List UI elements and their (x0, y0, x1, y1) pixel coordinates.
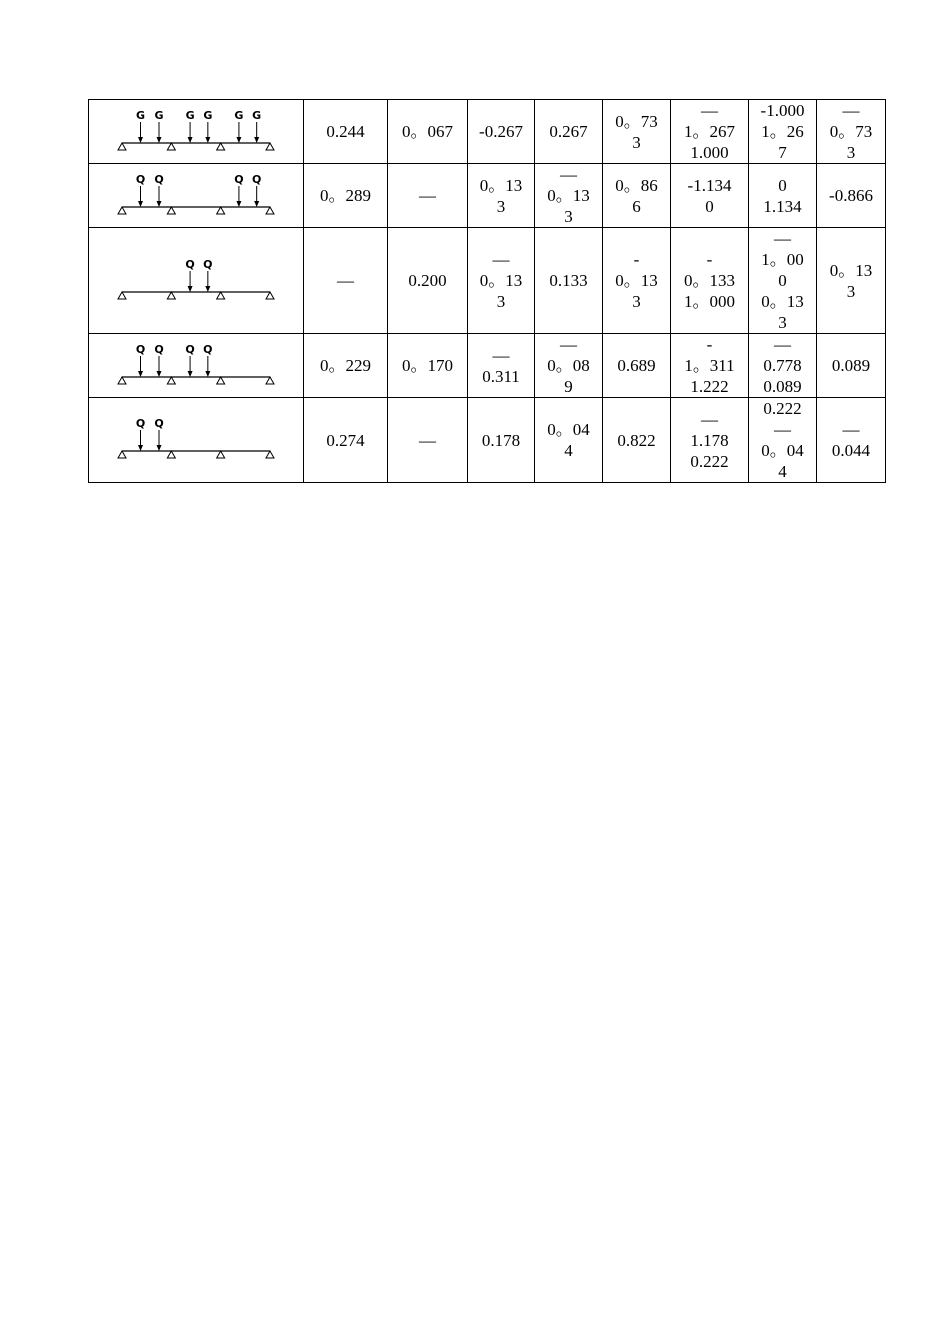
cell-line: 6 (632, 196, 641, 216)
cell-line: -1.134 (687, 175, 732, 195)
support-icon (217, 292, 225, 299)
arrow-head-icon (157, 445, 162, 451)
support-icon (118, 143, 126, 150)
load-label: Q (135, 417, 146, 430)
load-label: Q (135, 342, 146, 356)
cell-line: - (706, 335, 713, 354)
coefficient-cell (468, 398, 535, 483)
support-icon (217, 451, 225, 458)
load-label: Q (234, 172, 244, 186)
cell-line: 3 (778, 313, 787, 332)
support-icon (266, 451, 274, 458)
support-icon (217, 207, 225, 214)
coefficient-cell (817, 164, 886, 228)
coefficient-cell (671, 398, 749, 483)
cell-line: — (419, 186, 436, 205)
cell-line: 0.133 (549, 271, 588, 290)
cell-line: — (419, 430, 436, 450)
cell-line: 0.222 (763, 399, 802, 418)
arrow-head-icon (138, 371, 143, 377)
load-label: G (135, 108, 146, 122)
arrow-head-icon (236, 201, 241, 207)
cell-line: 0。170 (402, 356, 453, 375)
coefficient-cell (671, 164, 749, 228)
cell-line: 4 (778, 462, 787, 481)
coefficient-cell (749, 334, 817, 398)
cell-line: 0.274 (326, 430, 365, 450)
cell-line: 0。13 (547, 186, 590, 205)
cell-line: 1.178 (690, 430, 729, 450)
cell-line: — (560, 165, 577, 184)
cell-line: — (492, 250, 510, 269)
load-diagram-cell (89, 228, 304, 334)
load-diagram-cell (89, 164, 304, 228)
cell-line: 0。13 (615, 271, 658, 290)
load-label: Q (203, 342, 213, 356)
cell-line: -0.866 (829, 186, 873, 205)
arrow-head-icon (254, 201, 259, 207)
support-icon (167, 377, 175, 384)
cell-line: 0。13 (479, 175, 523, 195)
cell-line: 0.778 (763, 356, 802, 375)
arrow-head-icon (157, 371, 162, 377)
arrow-head-icon (205, 286, 210, 292)
coefficient-cell (304, 100, 388, 164)
cell-line: 0。13 (829, 260, 873, 280)
cell-line: 3 (632, 132, 641, 152)
cell-line: 1。267 (684, 122, 735, 141)
coefficient-cell (535, 100, 603, 164)
cell-line: 9 (564, 377, 573, 396)
coefficient-cell (671, 228, 749, 334)
cell-line: 1.134 (763, 196, 802, 216)
table-row (89, 334, 886, 398)
cell-line: 0。067 (402, 122, 453, 141)
cell-line: - (633, 250, 640, 269)
arrow-head-icon (205, 371, 210, 377)
load-label: Q (185, 342, 195, 356)
cell-line: 0。13 (761, 292, 804, 311)
cell-line: 1。26 (761, 122, 804, 141)
cell-line: — (842, 101, 860, 120)
cell-line: 0。133 (684, 271, 735, 290)
cell-line: 1.000 (690, 143, 729, 162)
table-row (89, 228, 886, 334)
cell-line: 0。13 (479, 271, 523, 290)
coefficient-cell (535, 398, 603, 483)
coefficient-cell (749, 164, 817, 228)
cell-line: 3 (632, 292, 641, 311)
load-label: Q (252, 172, 262, 186)
coefficient-cell (304, 164, 388, 228)
coefficient-cell (671, 334, 749, 398)
support-icon (118, 207, 126, 214)
cell-line: 0。04 (547, 420, 590, 439)
load-label: G (185, 108, 195, 122)
support-icon (266, 207, 274, 214)
cell-line: — (492, 345, 510, 365)
cell-line: 0.822 (617, 430, 656, 450)
support-icon (266, 292, 274, 299)
coefficient-cell (603, 334, 671, 398)
load-diagram-cell (89, 398, 304, 483)
support-icon (118, 292, 126, 299)
load-label: G (203, 108, 213, 122)
load-label: Q (185, 257, 195, 271)
coefficient-cell (535, 334, 603, 398)
support-icon (266, 377, 274, 384)
coefficient-cell (671, 100, 749, 164)
cell-line: 0 (778, 175, 787, 195)
arrow-head-icon (188, 137, 193, 143)
arrow-head-icon (157, 201, 162, 207)
table-body (89, 100, 886, 483)
beam-load-diagram (96, 415, 296, 465)
cell-line: — (337, 271, 354, 290)
coefficient-cell (817, 100, 886, 164)
load-label: G (154, 108, 164, 122)
load-label: G (234, 108, 244, 122)
cell-line: 3 (846, 281, 856, 301)
arrow-head-icon (236, 137, 241, 143)
support-icon (167, 292, 175, 299)
coefficient-cell (603, 100, 671, 164)
cell-line: 0。73 (615, 111, 658, 131)
load-label: Q (154, 417, 164, 430)
coefficient-cell (468, 334, 535, 398)
arrow-head-icon (188, 286, 193, 292)
coefficient-cell (535, 164, 603, 228)
cell-line: 3 (564, 207, 573, 226)
coefficient-cell (817, 334, 886, 398)
table-row (89, 398, 886, 483)
support-icon (217, 143, 225, 150)
beam-load-diagram (96, 171, 296, 221)
cell-line: 0.222 (690, 451, 729, 471)
coefficient-cell (388, 228, 468, 334)
coefficient-cell (535, 228, 603, 334)
cell-line: 0 (705, 196, 714, 216)
cell-line: 0.044 (831, 441, 871, 460)
cell-line: 7 (778, 143, 787, 162)
cell-line: 0.089 (831, 356, 871, 375)
beam-load-diagram (96, 341, 296, 391)
coefficient-cell (304, 398, 388, 483)
cell-line: — (774, 229, 791, 248)
coefficient-cell (304, 334, 388, 398)
coefficient-cell (304, 228, 388, 334)
coefficient-cell (388, 398, 468, 483)
cell-line: 1。00 (761, 250, 804, 269)
cell-line: 3 (846, 143, 856, 162)
beam-load-diagram (96, 107, 296, 157)
cell-line: 3 (496, 292, 506, 311)
table-row (89, 100, 886, 164)
cell-line: — (774, 420, 791, 439)
arrow-head-icon (205, 137, 210, 143)
cell-line: 4 (564, 441, 573, 460)
support-icon (118, 377, 126, 384)
support-icon (167, 143, 175, 150)
arrow-head-icon (138, 137, 143, 143)
cell-line: 0.178 (481, 430, 521, 450)
coefficient-cell (749, 398, 817, 483)
load-label: G (252, 108, 262, 122)
support-icon (167, 451, 175, 458)
load-label: Q (154, 172, 164, 186)
coefficient-cell (388, 334, 468, 398)
cell-line: 1.222 (690, 377, 729, 396)
cell-line: 0.311 (482, 366, 520, 386)
cell-line: 0。04 (761, 441, 804, 460)
coefficient-cell (468, 164, 535, 228)
load-label: Q (203, 257, 213, 271)
cell-line: — (842, 420, 860, 439)
coefficient-cell (603, 398, 671, 483)
beam-load-diagram (96, 256, 296, 306)
arrow-head-icon (157, 137, 162, 143)
cell-line: 0.244 (326, 122, 365, 141)
cell-line: — (701, 409, 718, 429)
cell-line: 0。289 (320, 186, 371, 205)
cell-line: — (701, 101, 718, 120)
coefficient-cell (603, 164, 671, 228)
cell-line: 0.200 (408, 271, 447, 290)
coefficient-cell (817, 228, 886, 334)
load-diagram-cell (89, 100, 304, 164)
coefficient-cell (388, 164, 468, 228)
table-row (89, 164, 886, 228)
cell-line: 0.267 (549, 122, 588, 141)
load-label: Q (154, 342, 164, 356)
cell-line: - (706, 250, 713, 269)
arrow-head-icon (188, 371, 193, 377)
cell-line: -0.267 (479, 122, 523, 141)
cell-line: — (774, 335, 791, 354)
coefficient-cell (388, 100, 468, 164)
arrow-head-icon (138, 445, 143, 451)
arrow-head-icon (138, 201, 143, 207)
cell-line: 1。311 (684, 356, 735, 375)
coefficient-cell (817, 398, 886, 483)
support-icon (217, 377, 225, 384)
load-diagram-cell (89, 334, 304, 398)
cell-line: 1。000 (684, 292, 735, 311)
cell-line: 0.689 (617, 356, 656, 375)
cell-line: 3 (496, 196, 506, 216)
support-icon (266, 143, 274, 150)
coefficient-cell (749, 100, 817, 164)
coefficient-cell (468, 100, 535, 164)
cell-line: -1.000 (760, 101, 805, 120)
cell-line: 0。08 (547, 356, 590, 375)
support-icon (167, 207, 175, 214)
coefficient-cell (603, 228, 671, 334)
cell-line: 0。86 (615, 175, 658, 195)
cell-line: 0。73 (829, 122, 873, 141)
coefficient-cell (468, 228, 535, 334)
cell-line: 0 (778, 271, 787, 290)
coefficient-cell (749, 228, 817, 334)
cell-line: 0。229 (320, 356, 371, 375)
support-icon (118, 451, 126, 458)
cell-line: — (560, 335, 577, 354)
cell-line: 0.089 (763, 377, 802, 396)
arrow-head-icon (254, 137, 259, 143)
load-label: Q (135, 172, 146, 186)
coefficient-table (88, 99, 886, 483)
